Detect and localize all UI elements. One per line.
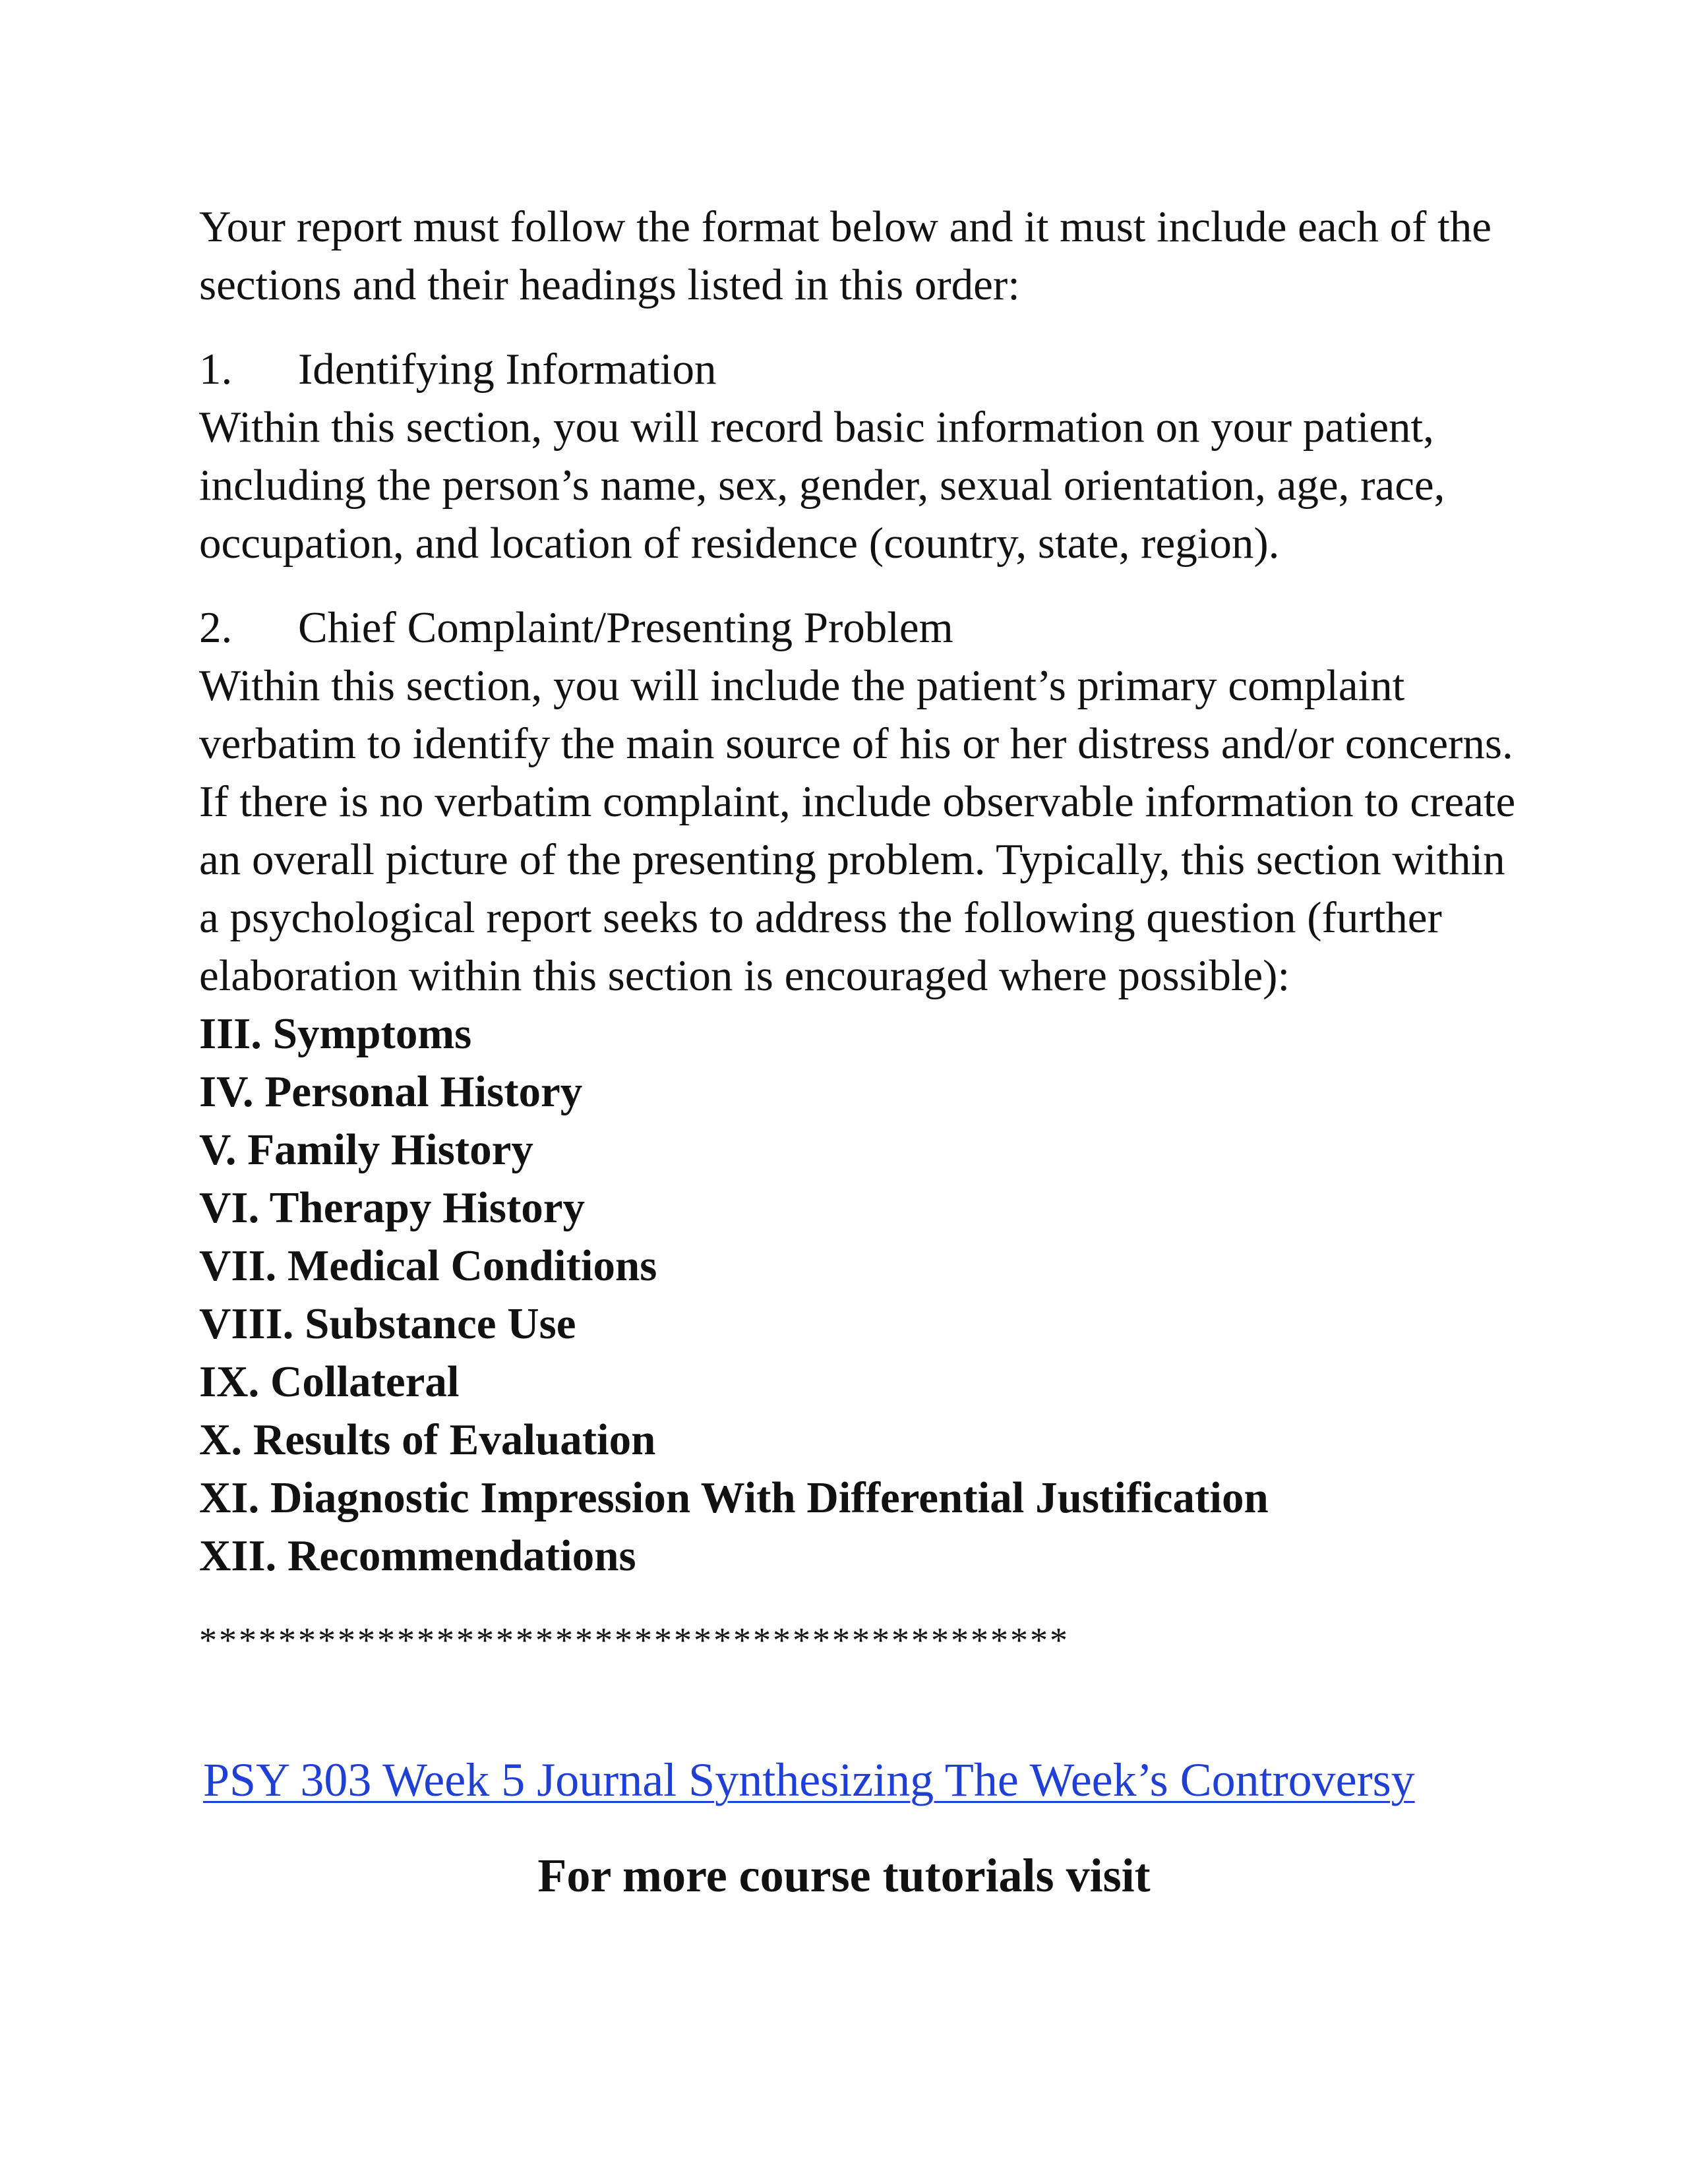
section-heading-list <box>199 1005 1518 1585</box>
section-1 <box>199 340 1518 572</box>
section-title: Chief Complaint/Presenting Problem <box>298 603 953 652</box>
document-content <box>199 198 1518 1667</box>
list-item: IX. Collateral <box>199 1357 460 1406</box>
list-item: X. Results of Evaluation <box>199 1415 656 1464</box>
list-item: VII. Medical Conditions <box>199 1241 657 1290</box>
course-link[interactable]: PSY 303 Week 5 Journal Synthesizing The Week’s Controversy <box>203 1754 1415 1806</box>
list-item: XI. Diagnostic Impression With Differential Justification <box>199 1473 1269 1522</box>
section-number: 2. <box>199 603 233 652</box>
list-item: VI. Therapy History <box>199 1183 586 1232</box>
list-item: V. Family History <box>199 1125 533 1174</box>
section-heading <box>199 599 1518 657</box>
list-item: VIII. Substance Use <box>199 1299 576 1348</box>
more-tutorials-text: For more course tutorials visit <box>537 1849 1151 1902</box>
list-item: IV. Personal History <box>199 1067 583 1116</box>
section-heading <box>199 340 1518 398</box>
section-title: Identifying Information <box>298 345 717 394</box>
list-item: XII. Recommendations <box>199 1531 636 1580</box>
list-item: III. Symptoms <box>199 1009 472 1058</box>
section-body: Within this section, you will include the patient’s primary complaint verbatim to identify the main source of his or her distress and/or concerns. If there is no verbatim complaint, include observable information to create an overall picture of the presenting problem. Typically, this section within a psychological report seeks to address the following question (further elaboration within this section is encouraged where possible): <box>199 661 1516 1000</box>
asterisk-separator: ******************************************** <box>199 1620 1070 1660</box>
section-number: 1. <box>199 345 233 394</box>
section-2 <box>199 599 1518 1005</box>
section-body: Within this section, you will record basic information on your patient, including the person’s name, sex, gender, sexual orientation, age, race, occupation, and location of residence (country, state, region). <box>199 403 1445 568</box>
intro-paragraph: Your report must follow the format below and it must include each of the sections and their headings listed in this order: <box>199 202 1492 309</box>
